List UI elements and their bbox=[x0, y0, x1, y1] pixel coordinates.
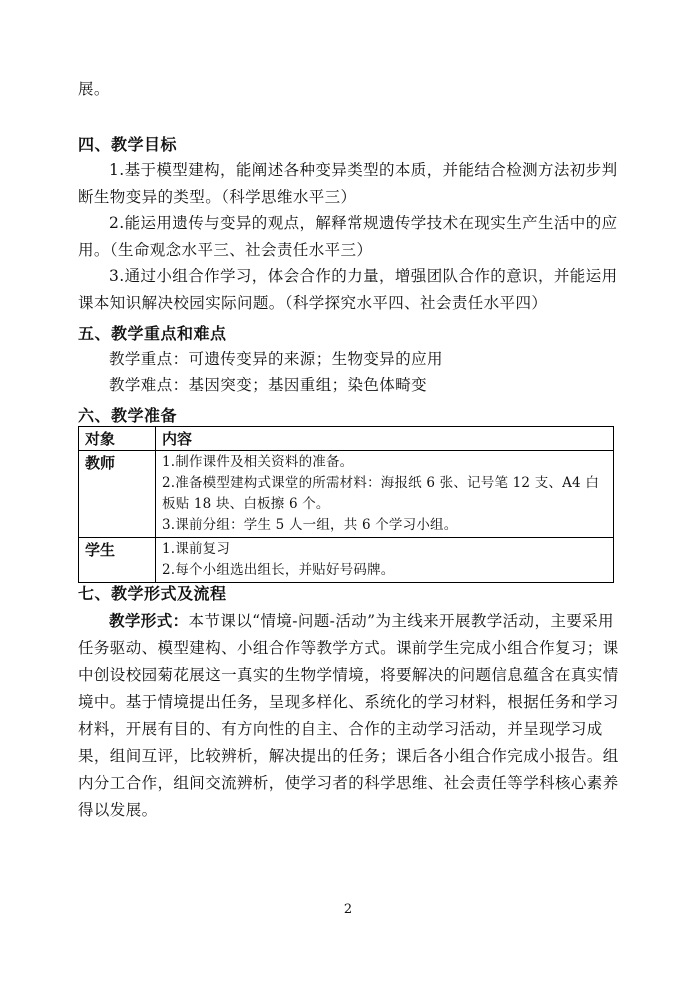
goal-3: 3.通过小组合作学习，体会合作的力量，增强团队合作的意识，并能运用课本知识解决校园实际问题。（科学探究水平四、社会责任水平四） bbox=[78, 267, 618, 312]
student-item-2: 2.每个小组选出组长，并贴好号码牌。 bbox=[162, 562, 395, 578]
row-content-teacher bbox=[156, 451, 614, 538]
teacher-item-2: 2.准备模型建构式课堂的所需材料：海报纸 6 张、记号笔 12 支、A4 白板贴 18 块、白板擦 6 个。 bbox=[162, 475, 600, 512]
section-5-heading: 五、教学重点和难点 bbox=[78, 324, 227, 343]
table-row bbox=[79, 451, 614, 538]
row-content-student bbox=[156, 538, 614, 583]
teacher-item-1: 1.制作课件及相关资料的准备。 bbox=[162, 454, 354, 470]
student-item-1: 1.课前复习 bbox=[162, 541, 231, 557]
row-object-student: 学生 bbox=[79, 538, 156, 583]
teaching-form-paragraph bbox=[78, 608, 620, 824]
section-4-heading: 四、教学目标 bbox=[78, 135, 178, 154]
header-object: 对象 bbox=[79, 427, 156, 451]
goal-1: 1.基于模型建构，能阐述各种变异类型的本质，并能结合检测方法初步判断生物变异的类型。（科学思维水平三） bbox=[78, 161, 618, 206]
intro-tail-text: 展。 bbox=[78, 80, 110, 98]
page-number: 2 bbox=[343, 902, 353, 917]
difficulties: 教学难点：基因突变；基因重组；染色体畸变 bbox=[109, 376, 428, 394]
teaching-form-label: 教学形式： bbox=[109, 612, 189, 630]
goal-2: 2.能运用遗传与变异的观点，解释常规遗传学技术在现实生产生活中的应用。（生命观念水平三、社会责任水平三） bbox=[78, 214, 618, 259]
key-points: 教学重点：可遗传变异的来源；生物变异的应用 bbox=[109, 350, 443, 368]
teaching-form-text: 本节课以“情境-问题-活动”为主线来开展教学活动，主要采用任务驱动、模型建构、小组合作等教学方式。课前学生完成小组合作复习；课中创设校园菊花展这一真实的生物学情境，将要解决的问题信息蕴含在真实情境中。基于情境提出任务，呈现多样化、系统化的学习材料，根据任务和学习材料，开展有目的、有方向性的自主、合作的主动学习活动，并呈现学习成果，组间互评，比较辨析，解决提出的任务；课后各小组合作完成小报告。组内分工合作，组间交流辨析，使学习者的科学思维、社会责任等学科核心素养得以发展。 bbox=[78, 612, 619, 819]
table-row bbox=[79, 538, 614, 583]
row-object-teacher: 教师 bbox=[79, 451, 156, 538]
table-header-row bbox=[79, 427, 614, 451]
header-content: 内容 bbox=[156, 427, 614, 451]
teacher-item-3: 3.课前分组：学生 5 人一组，共 6 个学习小组。 bbox=[162, 517, 458, 533]
section-7-heading: 七、教学形式及流程 bbox=[78, 584, 227, 603]
preparation-table bbox=[78, 426, 614, 583]
section-6-heading: 六、教学准备 bbox=[78, 406, 178, 425]
